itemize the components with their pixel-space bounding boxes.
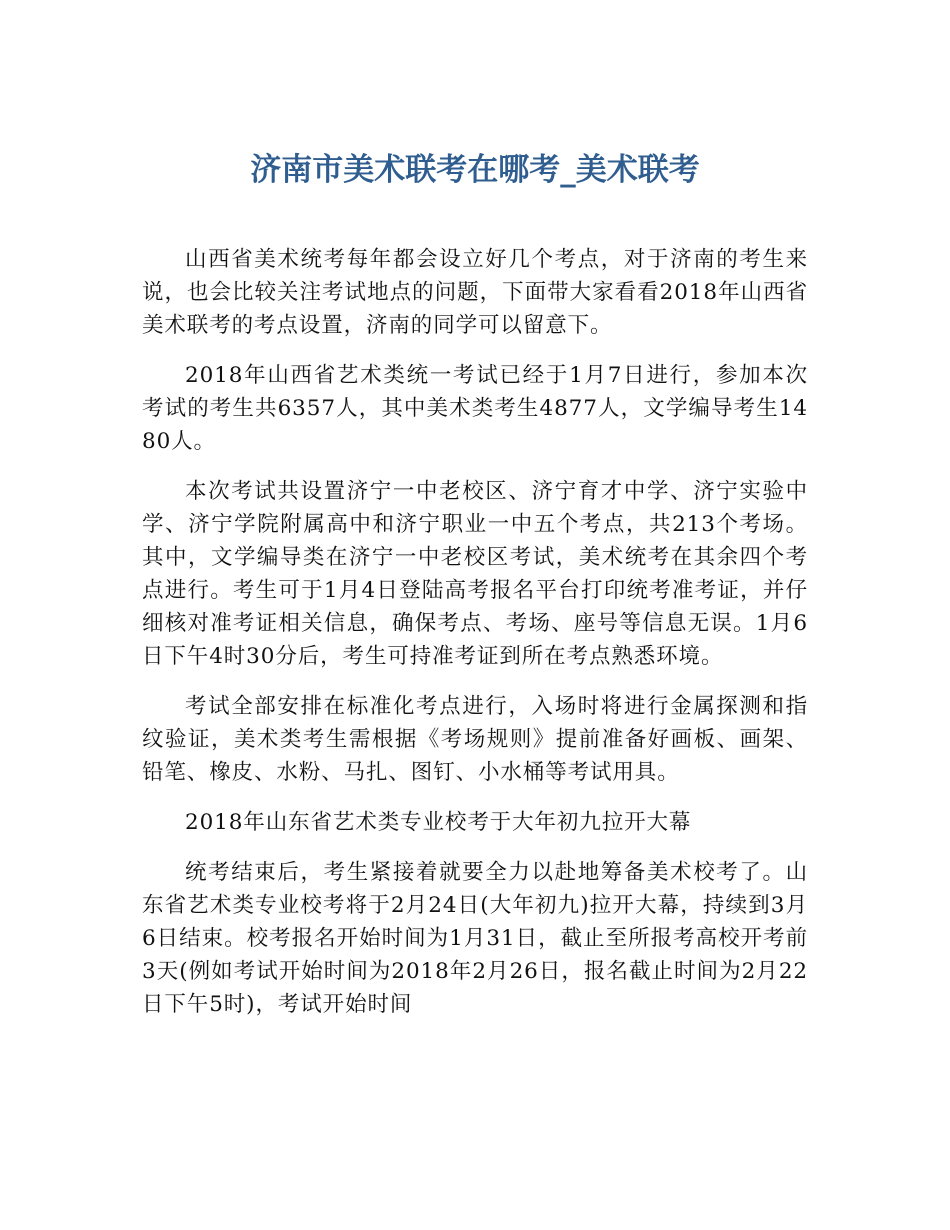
paragraph-exam-rules: 考试全部安排在标准化考点进行，入场时将进行金属探测和指纹验证，美术类考生需根据《考场规则》提前准备好画板、画架、铅笔、橡皮、水粉、马扎、图钉、小水桶等考试用具。 [142, 694, 808, 785]
paragraph-exam-stats: 2018年山西省艺术类统一考试已经于1月7日进行，参加本次考试的考生共6357人，其中美术类考生4877人，文学编导考生1480人。 [142, 363, 808, 454]
paragraph-school-exam: 统考结束后，考生紧接着就要全力以赴地筹备美术校考了。山东省艺术类专业校考将于2月24日(大年初九)拉开大幕，持续到3月6日结束。校考报名开始时间为1月31日，截止至所报考高校开考前3天(例如考试开始时间为2018年2月26日，报名截止时间为2月22日下午5时)，考试开始时间 [142, 860, 808, 1017]
paragraph-subheading: 2018年山东省艺术类专业校考于大年初九拉开大幕 [185, 810, 692, 835]
document-body [142, 243, 808, 1038]
paragraph-exam-sites: 本次考试共设置济宁一中老校区、济宁育才中学、济宁实验中学、济宁学院附属高中和济宁职业一中五个考点，共213个考场。其中，文学编导类在济宁一中老校区考试，美术统考在其余四个考点进行。考生可于1月4日登陆高考报名平台打印统考准考证，并仔细核对准考证相关信息，确保考点、考场、座号等信息无误。1月6日下午4时30分后，考生可持准考证到所在考点熟悉环境。 [142, 479, 808, 669]
paragraph-intro: 山西省美术统考每年都会设立好几个考点，对于济南的考生来说，也会比较关注考试地点的问题，下面带大家看看2018年山西省美术联考的考点设置，济南的同学可以留意下。 [142, 247, 808, 338]
document-title: 济南市美术联考在哪考_美术联考 [250, 152, 700, 188]
